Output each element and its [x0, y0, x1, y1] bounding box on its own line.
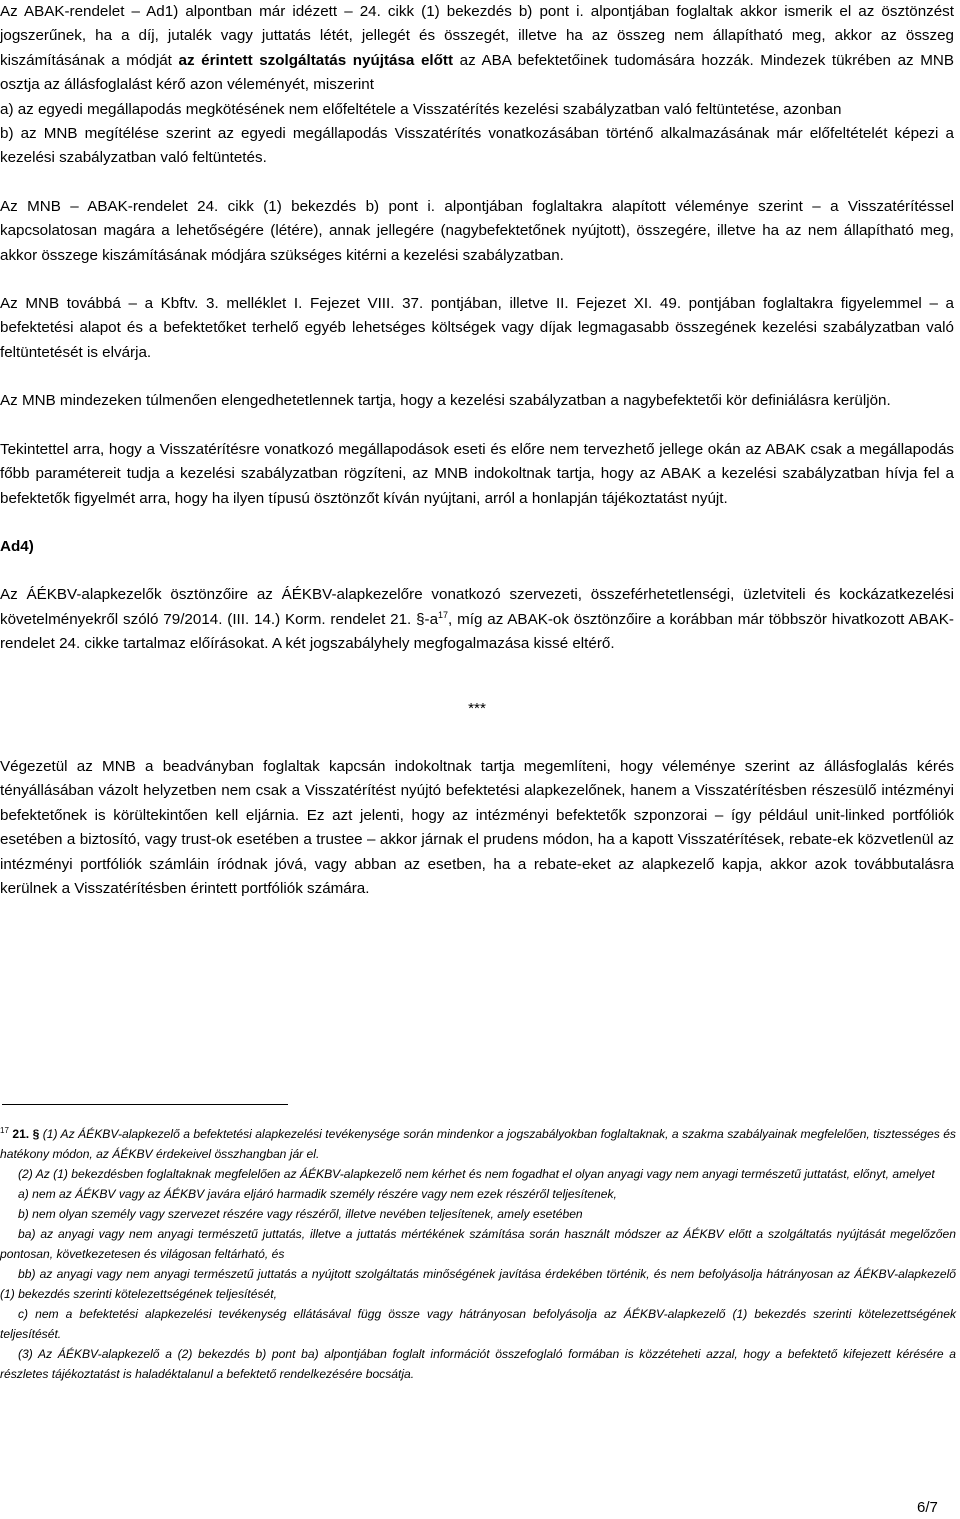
footnote-item-a: a) nem az ÁÉKBV vagy az ÁÉKBV javára eljáró harmadik személy részére vagy nem ezek részéről teljesítenek, [18, 1187, 617, 1201]
paragraph-1-item-a: a) az egyedi megállapodás megkötésének nem előfeltétele a Visszatérítés kezelési szabályzatban való feltüntetése, azonban [0, 100, 842, 118]
paragraph-1-text-a: Az ABAK-rendelet – Ad1) alpontban már idézett – 24. cikk (1) bekezdés b) pont i. alpontjában foglaltak akkor ismerik el az ösztönzést jogszerűnek, ha a díj, jutalék vagy juttatás létét, jellegét és összegét, illetve ha az összeg nem állapítható meg, akkor az összeg kiszámításának a módját [0, 3, 954, 69]
footnote-section: 21. § [12, 1127, 40, 1141]
paragraph-2: Az MNB – ABAK-rendelet 24. cikk (1) bekezdés b) pont i. alpontjában foglaltakra alapított véleménye szerint – a Visszatérítéssel kapcsolatosan magára a lehetőségére (létére), annak jellegére (nagybefektetőnek nyújtott), összegére, illetve ha az nem állapítható meg, akkor összege kiszámításának módjára szükséges kitérni a kezelési szabályzatban. [0, 197, 954, 264]
footnote-item-c: c) nem a befektetési alapkezelési tevékenység ellátásával függ össze vagy hátrányosan befolyásolja az ÁÉKBV-alapkezelő (1) bekezdés szerinti kötelezettségének teljesítését. [0, 1307, 956, 1341]
paragraph-1-bold-text: az érintett szolgáltatás nyújtása előtt [178, 51, 454, 69]
footnote-divider [2, 1104, 288, 1105]
paragraph-3: Az MNB továbbá – a Kbftv. 3. melléklet I. Fejezet VIII. 37. pontjában, illetve II. Fejezet XI. 49. pontjában foglaltakra figyelemmel – a befektetési alapot és a befektetőket terhelő egyéb lehetséges költségek vagy díjak legmagasabb összegének kezelési szabályzatban való feltüntetését is elvárja. [0, 295, 954, 361]
footnote-par-1: (1) Az ÁÉKBV-alapkezelő a befektetési alapkezelési tevékenysége során mindenkor a jogszabályokban foglaltaknak, a szakma szabályainak megfelelően, tisztességes és hatékony módon, az ÁÉKBV érdekeivel összhangban jár el. [0, 1127, 956, 1161]
footnote-number: 17 [0, 1125, 9, 1135]
paragraph-1-text-b: az ABA befektetőinek tudomására hozzák. Mindezek tükrében az MNB osztja az állásfoglalást kérő azon véleményét, miszerint [0, 51, 954, 94]
paragraph-1-item-b: b) az MNB megítélése szerint az egyedi megállapodás Visszatérítés vonatkozásában történő alkalmazásának már előfeltételét képezi a kezelési szabályzatban való feltüntetés. [0, 125, 954, 167]
section-separator: *** [468, 699, 486, 717]
paragraph-6 [0, 583, 954, 656]
footnote-item-bb: bb) az anyagi vagy nem anyagi természetű juttatás a nyújtott szolgáltatás minőségének javítása érdekében történik, és nem befolyásolja hátrányosan az ÁÉKBV-alapkezelő (1) bekezdés szerinti kötelezettségének teljesítését, [0, 1267, 956, 1301]
footnote [0, 1124, 956, 1384]
footnote-reference[interactable]: 17 [438, 609, 449, 620]
paragraph-5: Tekintettel arra, hogy a Visszatérítésre vonatkozó megállapodások eseti és előre nem tervezhető jellege okán az ABAK csak a megállapodás főbb paramétereit tudja a kezelési szabályzatban rögzíteni, az MNB indokoltnak tartja, hogy az ABAK a kezelési szabályzatban hívja fel a befektetők figyelmét arra, hogy ha ilyen típusú ösztönzőt kíván nyújtani, arról a honlapján tájékoztatást nyújt. [0, 440, 954, 507]
paragraph-7: Végezetül az MNB a beadványban foglaltak kapcsán indokoltnak tartja megemlíteni, hogy véleménye szerint az állásfoglalás kérés tényállásában vázolt helyzetben nem csak a Visszatérítést nyújtó befektetési alapkezelőnek, hanem a Visszatérítésben részesülő intézményi befektetőnek is körültekintően kell eljárnia. Ez azt jelenti, hogy az intézményi befektetők szponzorai – így például unit-linked portfóliók esetében a biztosító, vagy trust-ok esetében a trustee – akkor járnak el prudens módon, ha a kapott Visszatérítések, rebate-ek közvetlenül az intézményi portfóliók számláin íródnak jóvá, vagy abban az esetben, ha a rebate-eket az alapkezelő kapja, akkor azok továbbutalásra kerülnek a Visszatérítésben érintett portfóliók számára. [0, 757, 954, 897]
paragraph-6-text-b: , míg az ABAK-ok ösztönzőire a korábban már többször hivatkozott ABAK-rendelet 24. cikke tartalmaz előírásokat. A két jogszabályhely megfogalmazása kissé eltérő. [0, 610, 954, 653]
footnote-par-2: (2) Az (1) bekezdésben foglaltaknak megfelelően az ÁÉKBV-alapkezelő nem kérhet és nem fogadhat el olyan anyagi vagy nem anyagi természetű juttatást, előnyt, amelyet [18, 1167, 935, 1181]
paragraph-4: Az MNB mindezeken túlmenően elengedhetetlennek tartja, hogy a kezelési szabályzatban a nagybefektetői kör definiálásra kerüljön. [0, 392, 891, 410]
footnote-item-ba: ba) az anyagi vagy nem anyagi természetű juttatás, illetve a juttatás mértékének számítása során használt módszer az ÁÉKBV előtt a szolgáltatás nyújtását megelőzően pontosan, következetesen és világosan feltárható, és [0, 1227, 956, 1261]
paragraph-6-text-a: Az ÁÉKBV-alapkezelők ösztönzőire az ÁÉKBV-alapkezelőre vonatkozó szervezeti, összeférhetetlenségi, üzletviteli és kockázatkezelési követelményekről szóló 79/2014. (III. 14.) Korm. rendelet 21. §-a [0, 586, 954, 628]
footnote-item-b: b) nem olyan személy vagy szervezet részére vagy részéről, illetve nevében teljesítenek, amely esetében [18, 1207, 583, 1221]
footnote-par-3: (3) Az ÁÉKBV-alapkezelő a (2) bekezdés b) pont ba) alpontjában foglalt információt összefoglaló formában is közzéteheti azzal, hogy a befektető kifejezett kérésére a részletes tájékoztatást is haladéktalanul a befektető rendelkezésére bocsátja. [0, 1347, 956, 1381]
section-heading: Ad4) [0, 537, 34, 555]
paragraph-1 [0, 0, 954, 98]
page-number: 6/7 [917, 1499, 938, 1516]
footnote-1 [0, 1124, 956, 1164]
